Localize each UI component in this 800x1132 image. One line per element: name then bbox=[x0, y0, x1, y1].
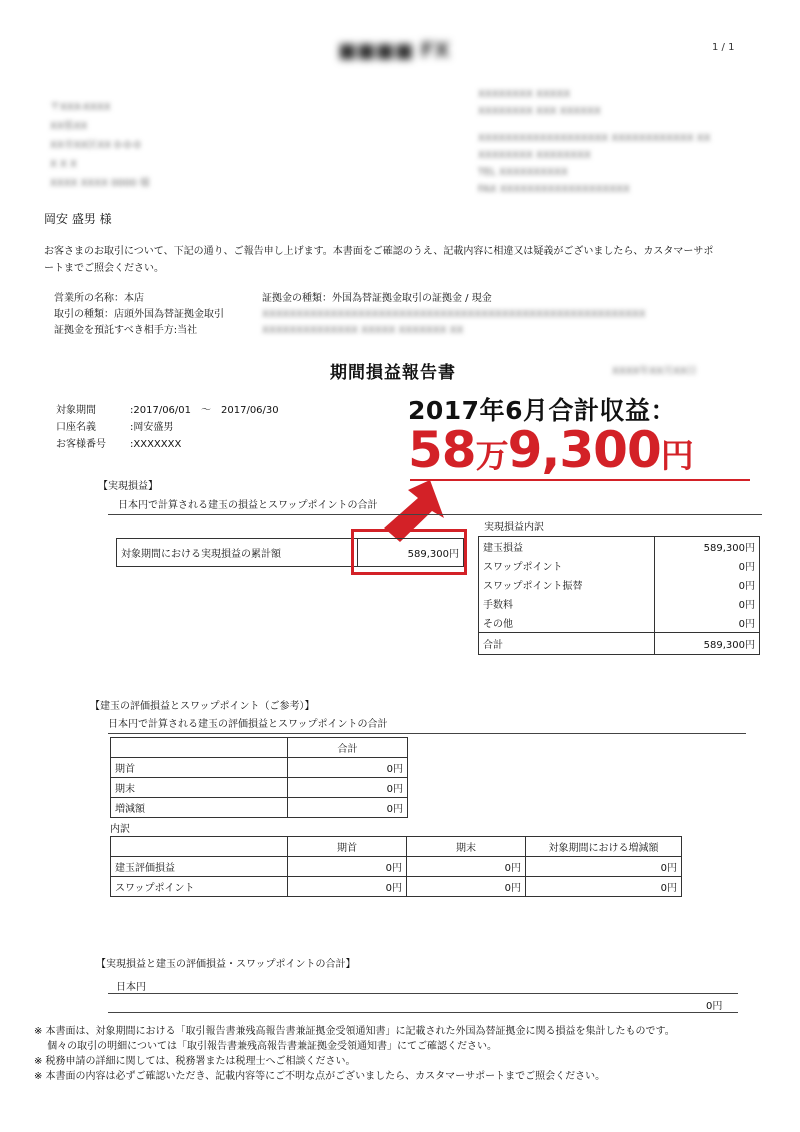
footnote: ※ 本書面の内容は必ずご確認いただき、記載内容等にご不明な点がございましたら、カスタマーサポートまでご照会ください。 bbox=[34, 1071, 606, 1082]
sender-line: XXXX XXXX 0000 様 bbox=[50, 178, 150, 189]
empty-cell bbox=[111, 837, 288, 857]
customer-number-label: お客様番号 bbox=[56, 439, 106, 450]
breakdown-label: 手数料 bbox=[479, 594, 655, 613]
table-row bbox=[111, 758, 408, 778]
row-label: 期首 bbox=[111, 758, 288, 778]
account-info-right bbox=[262, 291, 646, 339]
table-row bbox=[479, 556, 760, 575]
footnote: 個々の取引の明細については「取引報告書兼残高報告書兼証拠金受領通知書」にてご確認ください。 bbox=[34, 1041, 497, 1052]
highlight-underline bbox=[410, 479, 750, 481]
row-label: 期末 bbox=[111, 778, 288, 798]
company-line: XXXXXXXXXXXXXXXXXXX XXXXXXXXXXXX XX bbox=[478, 133, 711, 144]
sender-address-block bbox=[50, 98, 150, 193]
depositee: 証拠金を預託すべき相手方:当社 bbox=[54, 325, 198, 336]
sender-line: XX県XX bbox=[50, 121, 88, 132]
valuation-subtitle: 日本円で計算される建玉の評価損益とスワップポイントの合計 bbox=[108, 719, 388, 730]
cumulative-label: 対象期間における実現損益の累計額 bbox=[117, 539, 358, 567]
breakdown-label: その他 bbox=[479, 613, 655, 633]
table-row bbox=[479, 633, 760, 655]
table-row bbox=[479, 575, 760, 594]
detail-value: 0円 bbox=[407, 877, 526, 897]
intro-line: ートまでご照会ください。 bbox=[44, 263, 164, 274]
valuation-section-title: 【建玉の評価損益とスワップポイント（ご参考）】 bbox=[90, 701, 315, 712]
sender-line: 〒XXX-XXXX bbox=[50, 102, 111, 113]
combined-value: 0円 bbox=[706, 1001, 723, 1012]
breakdown-label: スワップポイント振替 bbox=[479, 575, 655, 594]
company-line: XXXXXXXX XXXXX bbox=[478, 89, 571, 100]
highlight-box bbox=[351, 529, 467, 575]
detail-title: 内訳 bbox=[110, 824, 130, 835]
row-value: 0円 bbox=[288, 758, 408, 778]
breakdown-title: 実現損益内訳 bbox=[484, 522, 544, 533]
highlight-amount bbox=[408, 421, 693, 479]
table-row bbox=[111, 778, 408, 798]
amount-part: 9,300 bbox=[507, 421, 661, 479]
intro-line: お客さまのお取引について、下記の通り、ご報告申し上げます。本書面をご確認のうえ、記載内容に相違又は疑義がございましたら、カスタマーサポ bbox=[44, 246, 714, 257]
row-label: 増減額 bbox=[111, 798, 288, 818]
row-value: 0円 bbox=[288, 798, 408, 818]
detail-row-label: スワップポイント bbox=[111, 877, 288, 897]
highlight-title: 2017年6月合計収益： bbox=[408, 396, 676, 425]
detail-value: 0円 bbox=[526, 857, 682, 877]
valuation-sum-table bbox=[110, 737, 408, 818]
realized-section-title: 【実現損益】 bbox=[98, 481, 158, 492]
report-meta-values bbox=[130, 402, 279, 453]
breakdown-value: 0円 bbox=[655, 575, 760, 594]
sum-header: 合計 bbox=[288, 738, 408, 758]
account-holder-value: :岡安盛男 bbox=[130, 422, 174, 433]
table-row bbox=[479, 594, 760, 613]
period-value: :2017/06/01 ～ 2017/06/30 bbox=[130, 405, 279, 416]
detail-value: 0円 bbox=[526, 877, 682, 897]
breakdown-value: 0円 bbox=[655, 613, 760, 633]
table-row bbox=[111, 857, 682, 877]
table-row bbox=[479, 537, 760, 557]
divider bbox=[108, 1012, 738, 1013]
company-line: FAX XXXXXXXXXXXXXXXXXXX bbox=[478, 184, 630, 195]
realized-subtitle: 日本円で計算される建玉の損益とスワップポイントの合計 bbox=[118, 500, 378, 511]
empty-cell bbox=[111, 738, 288, 758]
report-title: 期間損益報告書 bbox=[330, 363, 456, 383]
company-address-block bbox=[478, 86, 710, 198]
total-label: 合計 bbox=[479, 633, 655, 655]
divider bbox=[108, 993, 738, 994]
combined-section-title: 【実現損益と建玉の評価損益・スワップポイントの合計】 bbox=[96, 959, 356, 970]
deposit-type: 証拠金の種類：外国為替証拠金取引の証拠金 / 現金 bbox=[262, 293, 492, 304]
amount-unit: 円 bbox=[660, 436, 693, 475]
cumulative-value: 589,300円 bbox=[358, 539, 464, 567]
redacted-info: XXXXXXXXXXXXXX XXXXX XXXXXXX XX bbox=[262, 325, 464, 336]
valuation-detail-table bbox=[110, 836, 682, 897]
amount-part: 58 bbox=[408, 421, 476, 479]
divider bbox=[108, 733, 746, 734]
company-line: TEL XXXXXXXXXX bbox=[478, 167, 568, 178]
divider bbox=[108, 514, 762, 515]
row-value: 0円 bbox=[288, 778, 408, 798]
recipient-name: 岡安 盛男 様 bbox=[44, 212, 112, 226]
account-info-left bbox=[54, 291, 224, 339]
branch-name: 営業所の名称：本店 bbox=[54, 293, 144, 304]
report-date: XXXX年XX月XX日 bbox=[612, 366, 697, 377]
combined-currency: 日本円 bbox=[116, 982, 146, 993]
breakdown-value: 589,300円 bbox=[655, 537, 760, 557]
detail-row-label: 建玉評価損益 bbox=[111, 857, 288, 877]
sender-line: X X X bbox=[50, 159, 77, 170]
breakdown-value: 0円 bbox=[655, 556, 760, 575]
detail-value: 0円 bbox=[288, 877, 407, 897]
sender-line: XX市XX区XX 0-0-0 bbox=[50, 140, 141, 151]
total-value: 589,300円 bbox=[655, 633, 760, 655]
company-line: XXXXXXXX XXX XXXXXX bbox=[478, 106, 601, 117]
redacted-info: XXXXXXXXXXXXXXXXXXXXXXXXXXXXXXXXXXXXXXXXXXXXXXXXXXXXXXXX bbox=[262, 309, 646, 320]
breakdown-label: スワップポイント bbox=[479, 556, 655, 575]
footnote: ※ 税務申請の詳細に関しては、税務署または税理士へご相談ください。 bbox=[34, 1056, 356, 1067]
breakdown-label: 建玉損益 bbox=[479, 537, 655, 557]
table-row bbox=[111, 798, 408, 818]
detail-header: 対象期間における増減額 bbox=[526, 837, 682, 857]
amount-unit: 万 bbox=[475, 436, 508, 475]
detail-value: 0円 bbox=[407, 857, 526, 877]
footnote: ※ 本書面は、対象期間における「取引報告書兼残高報告書兼証拠金受領通知書」に記載された外国為替証拠金に関る損益を集計したものです。 bbox=[34, 1026, 675, 1037]
page-number: 1 / 1 bbox=[712, 42, 735, 53]
footnotes bbox=[34, 1024, 675, 1084]
company-line: XXXXXXXX XXXXXXXX bbox=[478, 150, 591, 161]
account-holder-label: 口座名義 bbox=[56, 422, 96, 433]
breakdown-table bbox=[478, 536, 760, 655]
table-row bbox=[111, 877, 682, 897]
table-row bbox=[479, 613, 760, 633]
company-logo: ■■■■ FX bbox=[338, 38, 450, 62]
customer-number-value: :XXXXXXX bbox=[130, 439, 182, 450]
trade-type: 取引の種類：店頭外国為替証拠金取引 bbox=[54, 309, 224, 320]
detail-header: 期末 bbox=[407, 837, 526, 857]
report-meta-labels bbox=[56, 402, 106, 453]
intro-text bbox=[44, 243, 713, 277]
detail-header: 期首 bbox=[288, 837, 407, 857]
detail-value: 0円 bbox=[288, 857, 407, 877]
breakdown-value: 0円 bbox=[655, 594, 760, 613]
period-label: 対象期間 bbox=[56, 405, 96, 416]
